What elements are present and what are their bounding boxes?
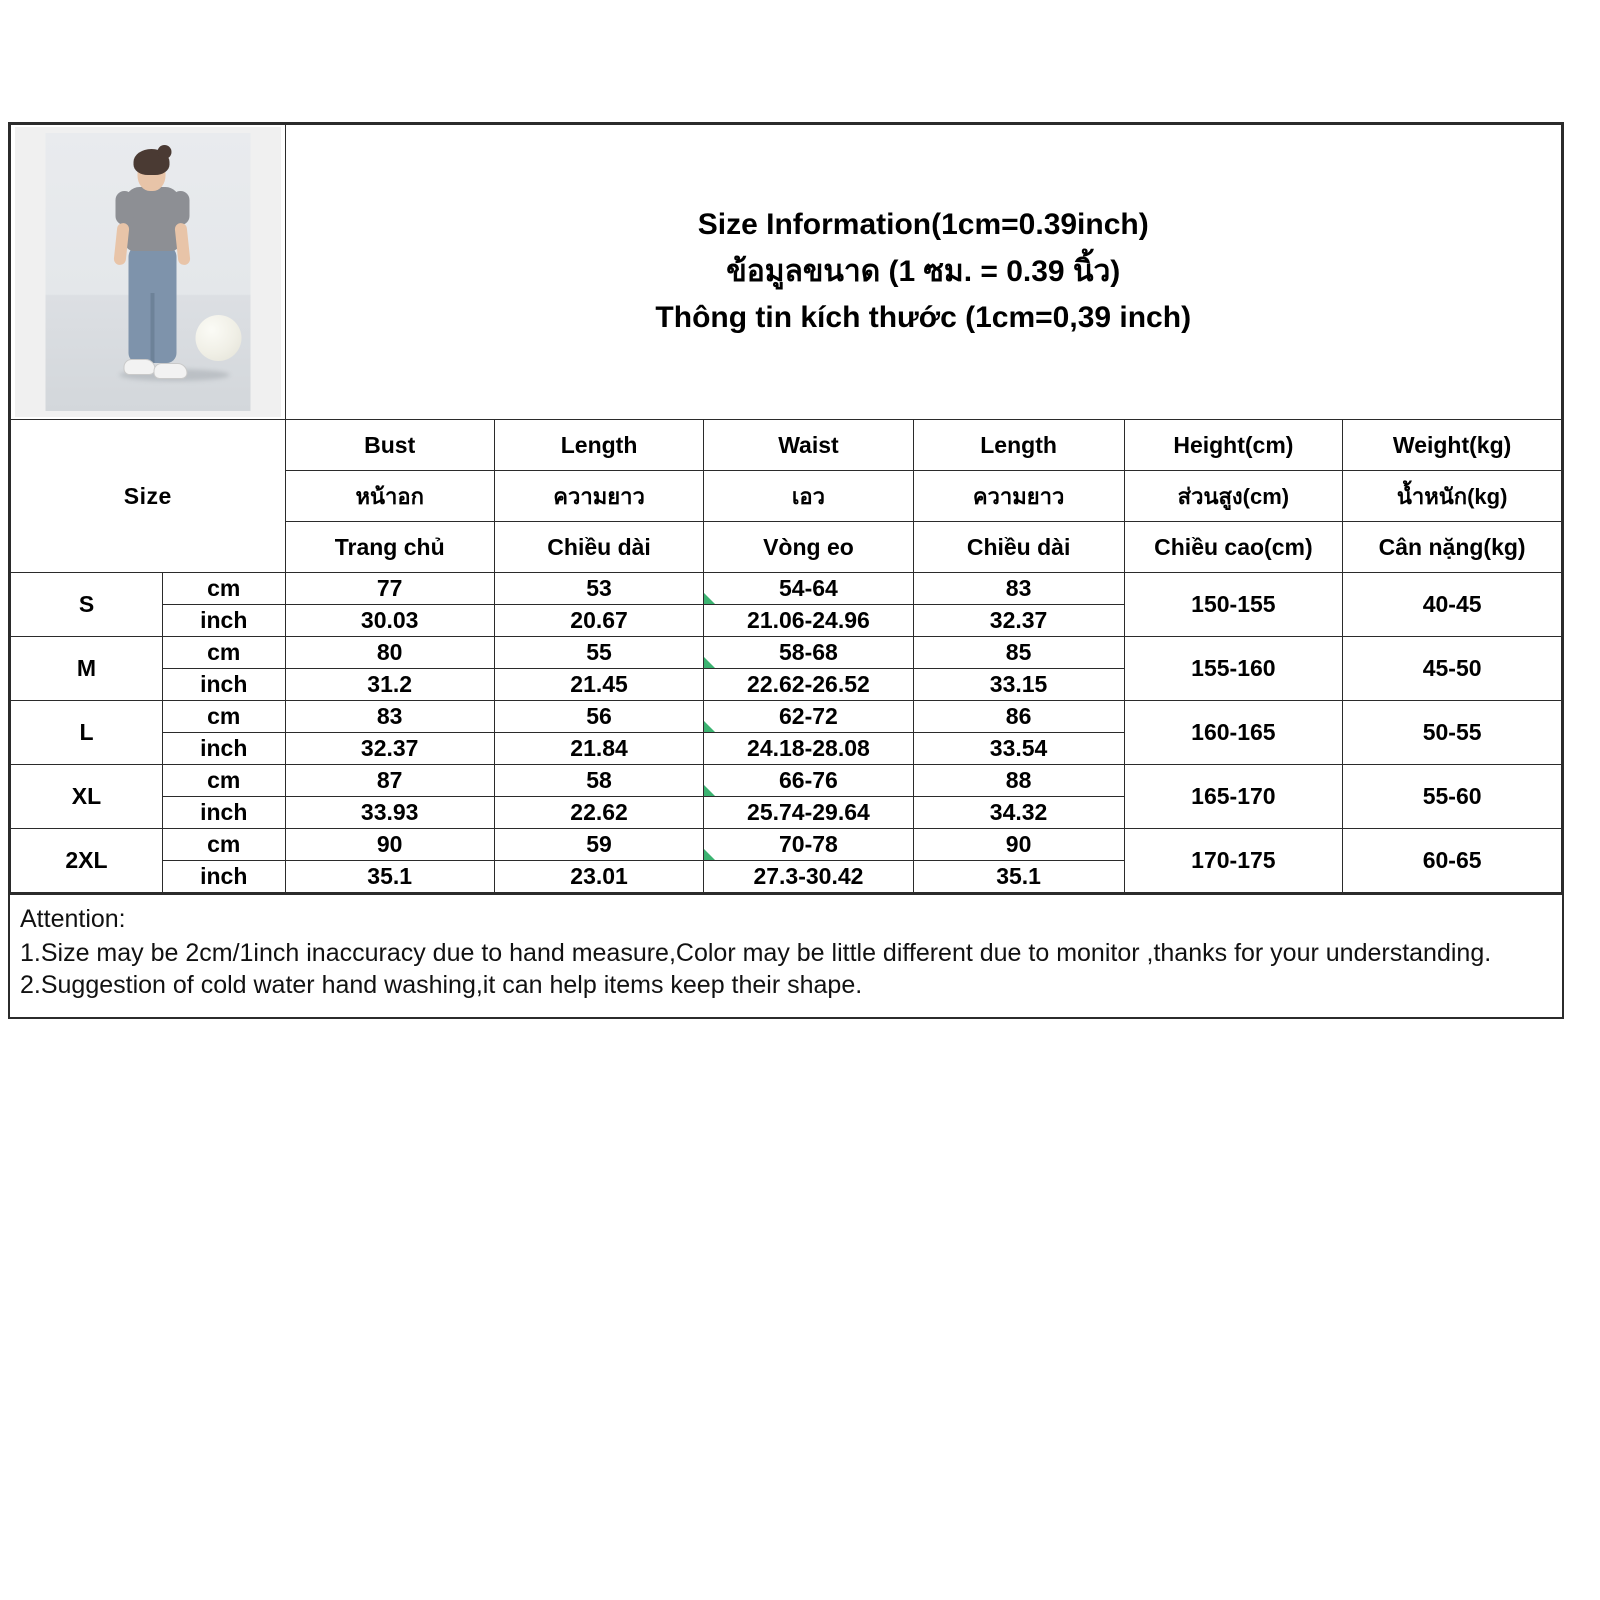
header-weight-th: น้ำหนัก(kg) <box>1343 471 1562 522</box>
2xl-weight: 60-65 <box>1343 829 1562 893</box>
unit-cell-cm-s: cm <box>162 573 285 605</box>
s-height: 150-155 <box>1124 573 1343 637</box>
header-height-th: ส่วนสูง(cm) <box>1124 471 1343 522</box>
m-inch-length1: 21.45 <box>494 669 703 701</box>
header-length2-en: Length <box>913 420 1124 471</box>
title-line-en: Size Information(1cm=0.39inch) <box>697 208 1149 242</box>
xl-inch-length2: 34.32 <box>913 797 1124 829</box>
attention-block <box>10 893 1562 1017</box>
arm-right <box>174 222 190 265</box>
m-inch-length2: 33.15 <box>913 669 1124 701</box>
column-header-row-en <box>11 420 1562 471</box>
xl-weight: 55-60 <box>1343 765 1562 829</box>
2xl-cm-length2: 90 <box>913 829 1124 861</box>
unit-cell-inch-xl: inch <box>162 797 285 829</box>
l-weight: 50-55 <box>1343 701 1562 765</box>
header-waist-vi: Vòng eo <box>704 522 913 573</box>
header-length2-vi: Chiều dài <box>913 522 1124 573</box>
l-cm-bust: 83 <box>285 701 494 733</box>
xl-cm-bust: 87 <box>285 765 494 797</box>
m-cm-length1: 55 <box>494 637 703 669</box>
m-inch-waist: 22.62-26.52 <box>704 669 913 701</box>
unit-cell-cm-m: cm <box>162 637 285 669</box>
xl-inch-length1: 22.62 <box>494 797 703 829</box>
2xl-inch-waist: 27.3-30.42 <box>704 861 913 893</box>
shoe-left <box>123 359 155 375</box>
table-row <box>11 637 1562 669</box>
sleeve-left <box>115 191 133 225</box>
size-column-label: Size <box>11 420 286 573</box>
l-cm-waist: 62-72 <box>704 701 913 733</box>
shoe-right <box>153 363 187 379</box>
2xl-inch-bust: 35.1 <box>285 861 494 893</box>
unit-cell-inch-l: inch <box>162 733 285 765</box>
header-height-vi: Chiều cao(cm) <box>1124 522 1343 573</box>
2xl-height: 170-175 <box>1124 829 1343 893</box>
s-cm-length2: 83 <box>913 573 1124 605</box>
header-waist-th: เอว <box>704 471 913 522</box>
header-bust-vi: Trang chủ <box>285 522 494 573</box>
header-bust-th: หน้าอก <box>285 471 494 522</box>
attention-note-2: 2.Suggestion of cold water hand washing,it can help items keep their shape. <box>20 971 863 999</box>
size-table <box>10 124 1562 893</box>
table-row <box>11 765 1562 797</box>
title-line-vi: Thông tin kích thước (1cm=0,39 inch) <box>655 301 1192 335</box>
s-cm-bust: 77 <box>285 573 494 605</box>
m-inch-bust: 31.2 <box>285 669 494 701</box>
table-header-row <box>11 125 1562 420</box>
size-cell-xl: XL <box>11 765 163 829</box>
2xl-inch-length2: 35.1 <box>913 861 1124 893</box>
unit-cell-cm-xl: cm <box>162 765 285 797</box>
chart-title-cell <box>285 125 1562 420</box>
table-row <box>11 701 1562 733</box>
2xl-inch-length1: 23.01 <box>494 861 703 893</box>
header-bust-en: Bust <box>285 420 494 471</box>
m-weight: 45-50 <box>1343 637 1562 701</box>
s-inch-waist: 21.06-24.96 <box>704 605 913 637</box>
xl-height: 165-170 <box>1124 765 1343 829</box>
l-inch-length1: 21.84 <box>494 733 703 765</box>
size-cell-2xl: 2XL <box>11 829 163 893</box>
size-cell-l: L <box>11 701 163 765</box>
product-photo-image <box>45 133 250 411</box>
m-cm-waist: 58-68 <box>704 637 913 669</box>
l-cm-length1: 56 <box>494 701 703 733</box>
l-cm-length2: 86 <box>913 701 1124 733</box>
table-row <box>11 829 1562 861</box>
arm-left <box>113 222 129 265</box>
sleeve-right <box>171 191 189 225</box>
header-height-en: Height(cm) <box>1124 420 1343 471</box>
s-inch-bust: 30.03 <box>285 605 494 637</box>
m-height: 155-160 <box>1124 637 1343 701</box>
m-cm-bust: 80 <box>285 637 494 669</box>
unit-cell-cm-l: cm <box>162 701 285 733</box>
2xl-cm-length1: 59 <box>494 829 703 861</box>
xl-inch-waist: 25.74-29.64 <box>704 797 913 829</box>
2xl-cm-bust: 90 <box>285 829 494 861</box>
model-hair-bun <box>157 145 171 159</box>
unit-cell-inch-2xl: inch <box>162 861 285 893</box>
unit-cell-inch-s: inch <box>162 605 285 637</box>
header-length2-th: ความยาว <box>913 471 1124 522</box>
2xl-cm-waist: 70-78 <box>704 829 913 861</box>
header-waist-en: Waist <box>704 420 913 471</box>
table-row <box>11 573 1562 605</box>
product-photo <box>15 127 281 417</box>
s-inch-length1: 20.67 <box>494 605 703 637</box>
size-cell-m: M <box>11 637 163 701</box>
title-line-th: ข้อมูลขนาด (1 ซม. = 0.39 นิ้ว) <box>726 254 1121 288</box>
header-length1-vi: Chiều dài <box>494 522 703 573</box>
size-chart-sheet <box>8 122 1564 1019</box>
leg-split <box>150 293 154 363</box>
l-inch-waist: 24.18-28.08 <box>704 733 913 765</box>
xl-cm-waist: 66-76 <box>704 765 913 797</box>
header-length1-th: ความยาว <box>494 471 703 522</box>
unit-cell-inch-m: inch <box>162 669 285 701</box>
l-inch-length2: 33.54 <box>913 733 1124 765</box>
unit-cell-cm-2xl: cm <box>162 829 285 861</box>
l-height: 160-165 <box>1124 701 1343 765</box>
exercise-ball-icon <box>195 315 241 361</box>
xl-cm-length1: 58 <box>494 765 703 797</box>
l-inch-bust: 32.37 <box>285 733 494 765</box>
attention-heading: Attention: <box>20 905 126 933</box>
header-weight-en: Weight(kg) <box>1343 420 1562 471</box>
s-weight: 40-45 <box>1343 573 1562 637</box>
m-cm-length2: 85 <box>913 637 1124 669</box>
xl-inch-bust: 33.93 <box>285 797 494 829</box>
header-length1-en: Length <box>494 420 703 471</box>
s-inch-length2: 32.37 <box>913 605 1124 637</box>
size-cell-s: S <box>11 573 163 637</box>
header-weight-vi: Cân nặng(kg) <box>1343 522 1562 573</box>
attention-note-1: 1.Size may be 2cm/1inch inaccuracy due to hand measure,Color may be little different due to monitor ,thanks for your understanding. <box>20 939 1492 967</box>
product-photo-cell <box>11 125 286 420</box>
xl-cm-length2: 88 <box>913 765 1124 797</box>
s-cm-length1: 53 <box>494 573 703 605</box>
s-cm-waist: 54-64 <box>704 573 913 605</box>
